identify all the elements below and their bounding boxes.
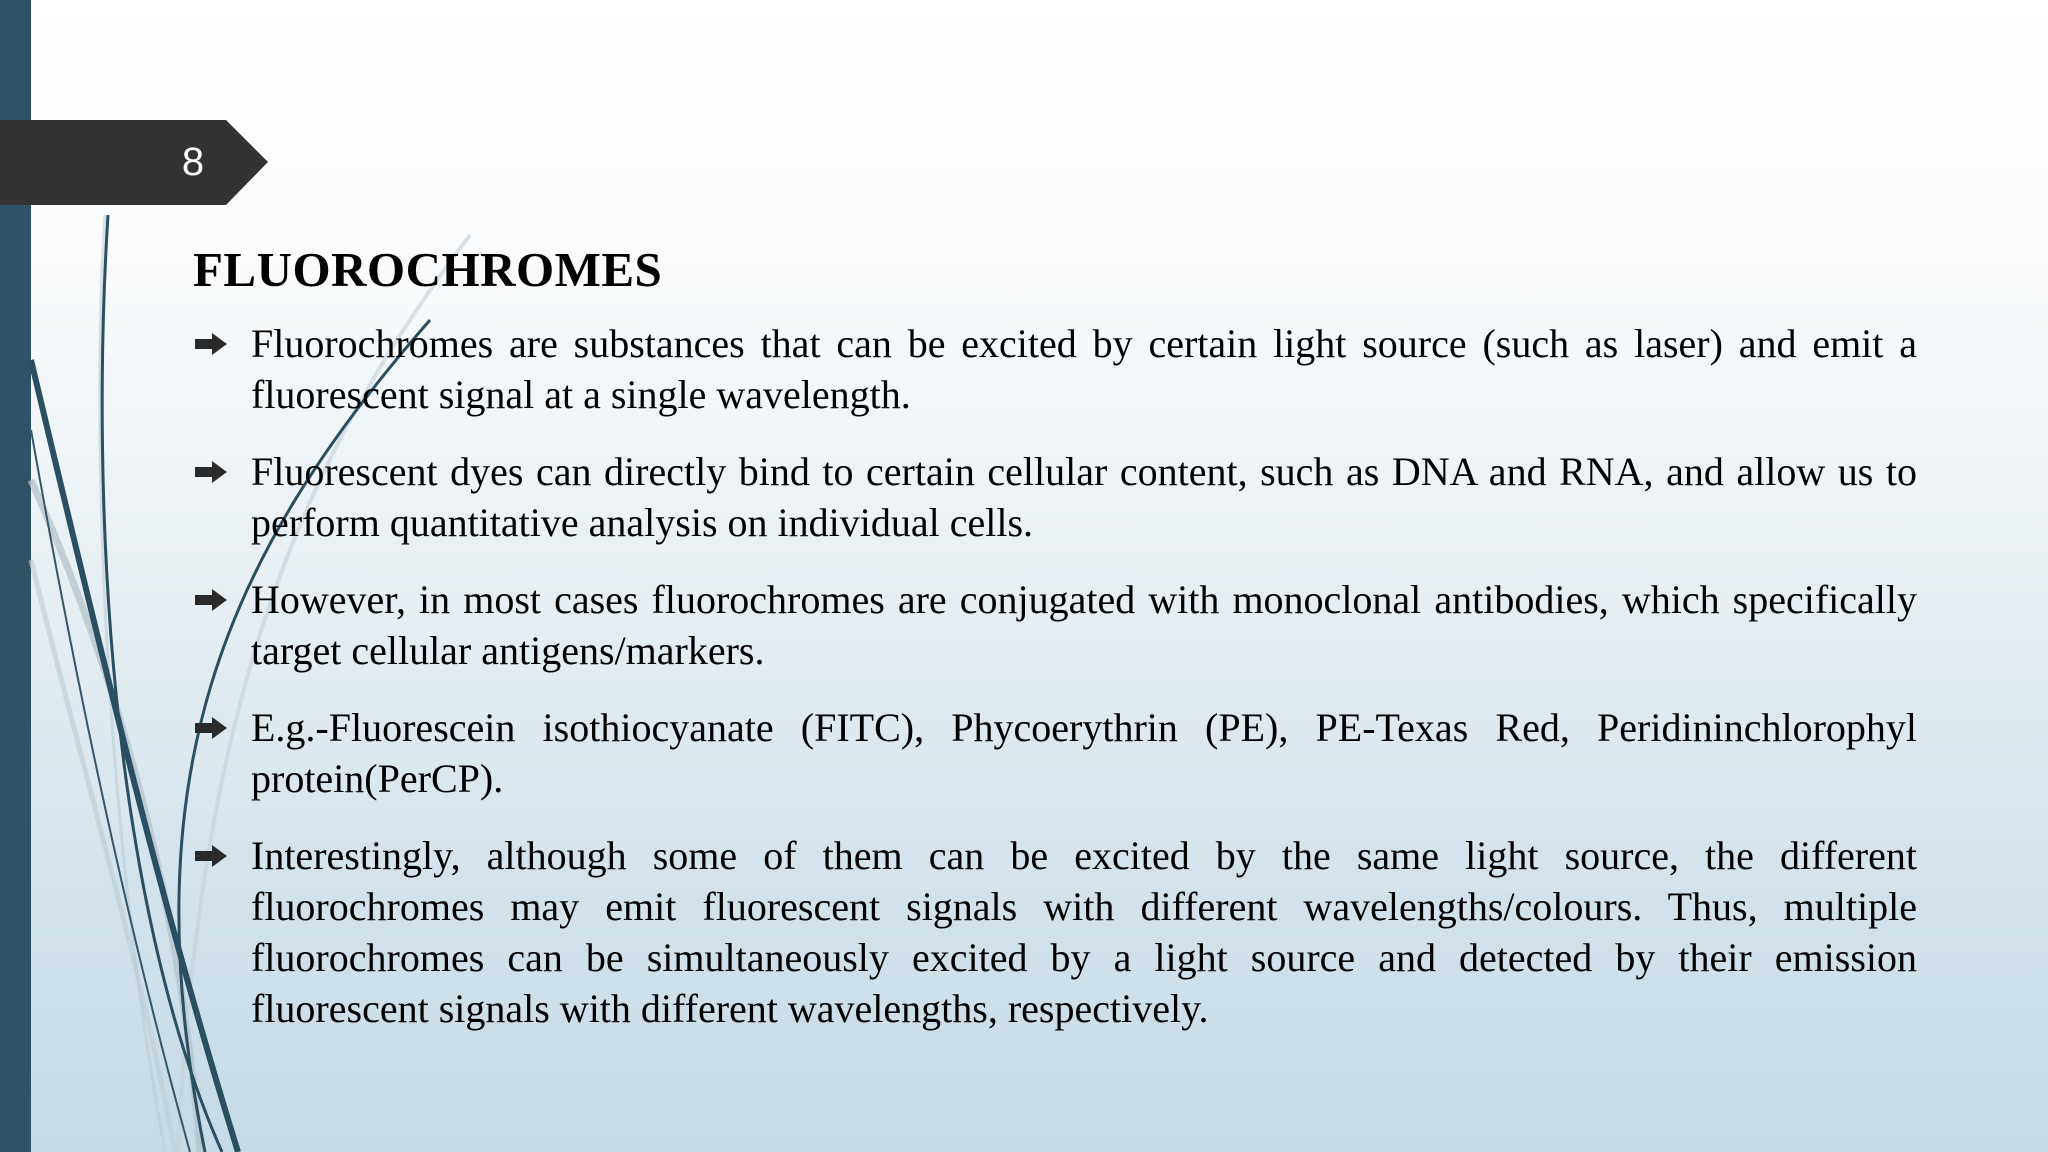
arrow-bullet-icon (195, 717, 227, 739)
bullet-text: Interestingly, although some of them can be excited by the same light source, the different fluorochromes may emit fluorescent signals with different wavelengths/colours. Thus, multiple fluorochromes can be simultaneously excited by a light source and detected by their emission fluorescent signals with different wavelengths, respectively. (251, 833, 1917, 1031)
bullet-item (193, 574, 1917, 676)
bullet-item (193, 318, 1917, 420)
arrow-bullet-icon (195, 461, 227, 483)
bullet-item (193, 830, 1917, 1034)
bullet-list (193, 318, 1917, 1060)
bullet-text: Fluorochromes are substances that can be excited by certain light source (such as laser) and emit a fluorescent signal at a single wavelength. (251, 321, 1917, 417)
slide-number-tab (0, 120, 268, 205)
slide-number-tab-shape (0, 120, 268, 205)
arrow-bullet-icon (195, 845, 227, 867)
arrow-bullet-icon (195, 333, 227, 355)
slide-title: FLUOROCHROMES (193, 242, 663, 297)
bullet-text: However, in most cases fluorochromes are conjugated with monoclonal antibodies, which specifically target cellular antigens/markers. (251, 577, 1917, 673)
bullet-item (193, 702, 1917, 804)
arrow-bullet-icon (195, 589, 227, 611)
bullet-item (193, 446, 1917, 548)
slide-number: 8 (181, 140, 205, 184)
bullet-text: E.g.-Fluorescein isothiocyanate (FITC), Phycoerythrin (PE), PE-Texas Red, Peridininchlorophyl protein(PerCP). (251, 705, 1917, 801)
bullet-text: Fluorescent dyes can directly bind to certain cellular content, such as DNA and RNA, and allow us to perform quantitative analysis on individual cells. (251, 449, 1917, 545)
